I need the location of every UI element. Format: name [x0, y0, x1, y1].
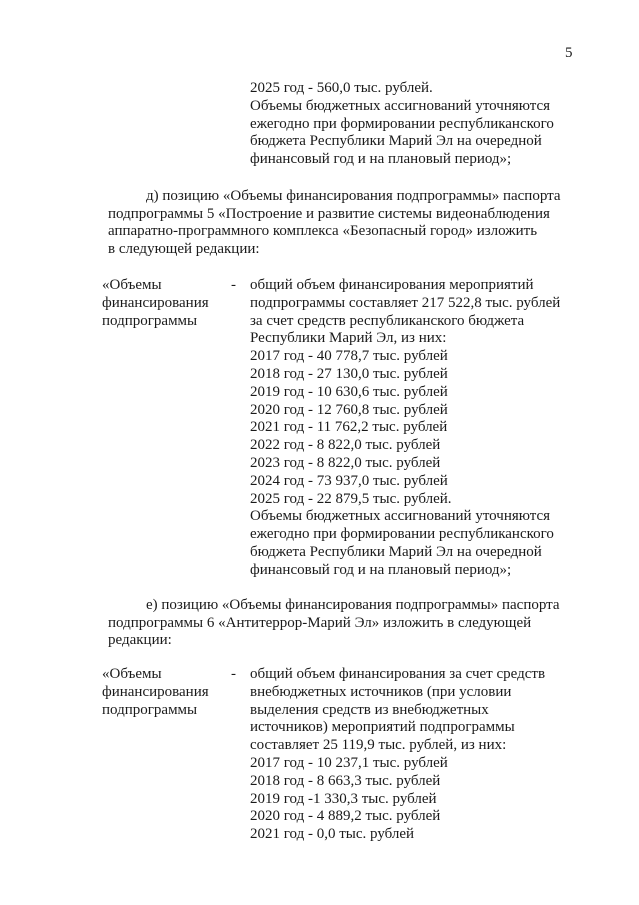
- value-line: 2019 год - 10 630,6 тыс. рублей: [250, 383, 448, 400]
- label-line: подпрограммы: [102, 312, 198, 329]
- value-line: подпрограммы составляет 217 522,8 тыс. рублей: [250, 294, 561, 311]
- value-line: 2021 год - 0,0 тыс. рублей: [250, 826, 415, 843]
- top-block: [250, 80, 575, 169]
- value-line: выделения средств из внебюджетных: [250, 701, 489, 718]
- value-line: источников) мероприятий подпрограммы: [250, 719, 515, 736]
- value-line: Объемы бюджетных ассигнований уточняются: [250, 508, 551, 525]
- section-e-value: [250, 666, 575, 844]
- value-line: Республики Марий Эл, из них:: [250, 330, 447, 347]
- top-line: финансовый год и на плановый период»;: [250, 151, 512, 168]
- section-d-dash: -: [231, 277, 236, 293]
- value-line: общий объем финансирования за счет средств: [250, 666, 546, 682]
- value-line: общий объем финансирования мероприятий: [250, 277, 534, 293]
- value-line: бюджета Республики Марий Эл на очередной: [250, 543, 542, 560]
- value-line: внебюджетных источников (при условии: [250, 683, 512, 700]
- paragraph-line: е) позицию «Объемы финансирования подпрограммы» паспорта: [146, 597, 560, 613]
- page-number: 5: [565, 45, 573, 61]
- value-line: 2017 год - 10 237,1 тыс. рублей: [250, 754, 448, 771]
- section-e-paragraph: [108, 597, 577, 650]
- section-e-dash: -: [231, 666, 236, 682]
- top-line: ежегодно при формировании республиканского: [250, 115, 554, 132]
- value-line: 2025 год - 22 879,5 тыс. рублей.: [250, 490, 452, 507]
- value-line: 2022 год - 8 822,0 тыс. рублей: [250, 437, 441, 454]
- paragraph-line: в следующей редакции:: [108, 240, 260, 257]
- value-line: 2021 год - 11 762,2 тыс. рублей: [250, 419, 448, 436]
- value-line: 2024 год - 73 937,0 тыс. рублей: [250, 472, 448, 489]
- top-line: Объемы бюджетных ассигнований уточняются: [250, 97, 551, 114]
- value-line: составляет 25 119,9 тыс. рублей, из них:: [250, 737, 507, 754]
- value-line: 2018 год - 27 130,0 тыс. рублей: [250, 365, 448, 382]
- section-d-label: [102, 277, 222, 330]
- label-line: «Объемы: [102, 666, 162, 682]
- section-d-paragraph: [108, 188, 577, 258]
- paragraph-line: аппаратно-программного комплекса «Безопасный город» изложить: [108, 223, 538, 240]
- top-line: бюджета Республики Марий Эл на очередной: [250, 133, 542, 150]
- paragraph-line: редакции:: [108, 632, 172, 649]
- label-line: подпрограммы: [102, 701, 198, 718]
- value-line: за счет средств республиканского бюджета: [250, 312, 525, 329]
- paragraph-line: подпрограммы 5 «Построение и развитие системы видеонаблюдения: [108, 205, 550, 222]
- value-line: 2020 год - 12 760,8 тыс. рублей: [250, 401, 448, 418]
- paragraph-line: д) позицию «Объемы финансирования подпрограммы» паспорта: [146, 188, 561, 204]
- section-e-label: [102, 666, 222, 719]
- value-line: ежегодно при формировании республиканского: [250, 526, 554, 543]
- top-line: 2025 год - 560,0 тыс. рублей.: [250, 80, 433, 96]
- label-line: «Объемы: [102, 277, 162, 293]
- label-line: финансирования: [102, 683, 209, 700]
- value-line: 2019 год -1 330,3 тыс. рублей: [250, 790, 437, 807]
- paragraph-line: подпрограммы 6 «Антитеррор-Марий Эл» изложить в следующей: [108, 614, 532, 631]
- section-d-value: [250, 277, 575, 580]
- label-line: финансирования: [102, 294, 209, 311]
- value-line: 2023 год - 8 822,0 тыс. рублей: [250, 454, 441, 471]
- value-line: финансовый год и на плановый период»;: [250, 561, 512, 578]
- value-line: 2017 год - 40 778,7 тыс. рублей: [250, 348, 448, 365]
- value-line: 2020 год - 4 889,2 тыс. рублей: [250, 808, 441, 825]
- value-line: 2018 год - 8 663,3 тыс. рублей: [250, 772, 441, 789]
